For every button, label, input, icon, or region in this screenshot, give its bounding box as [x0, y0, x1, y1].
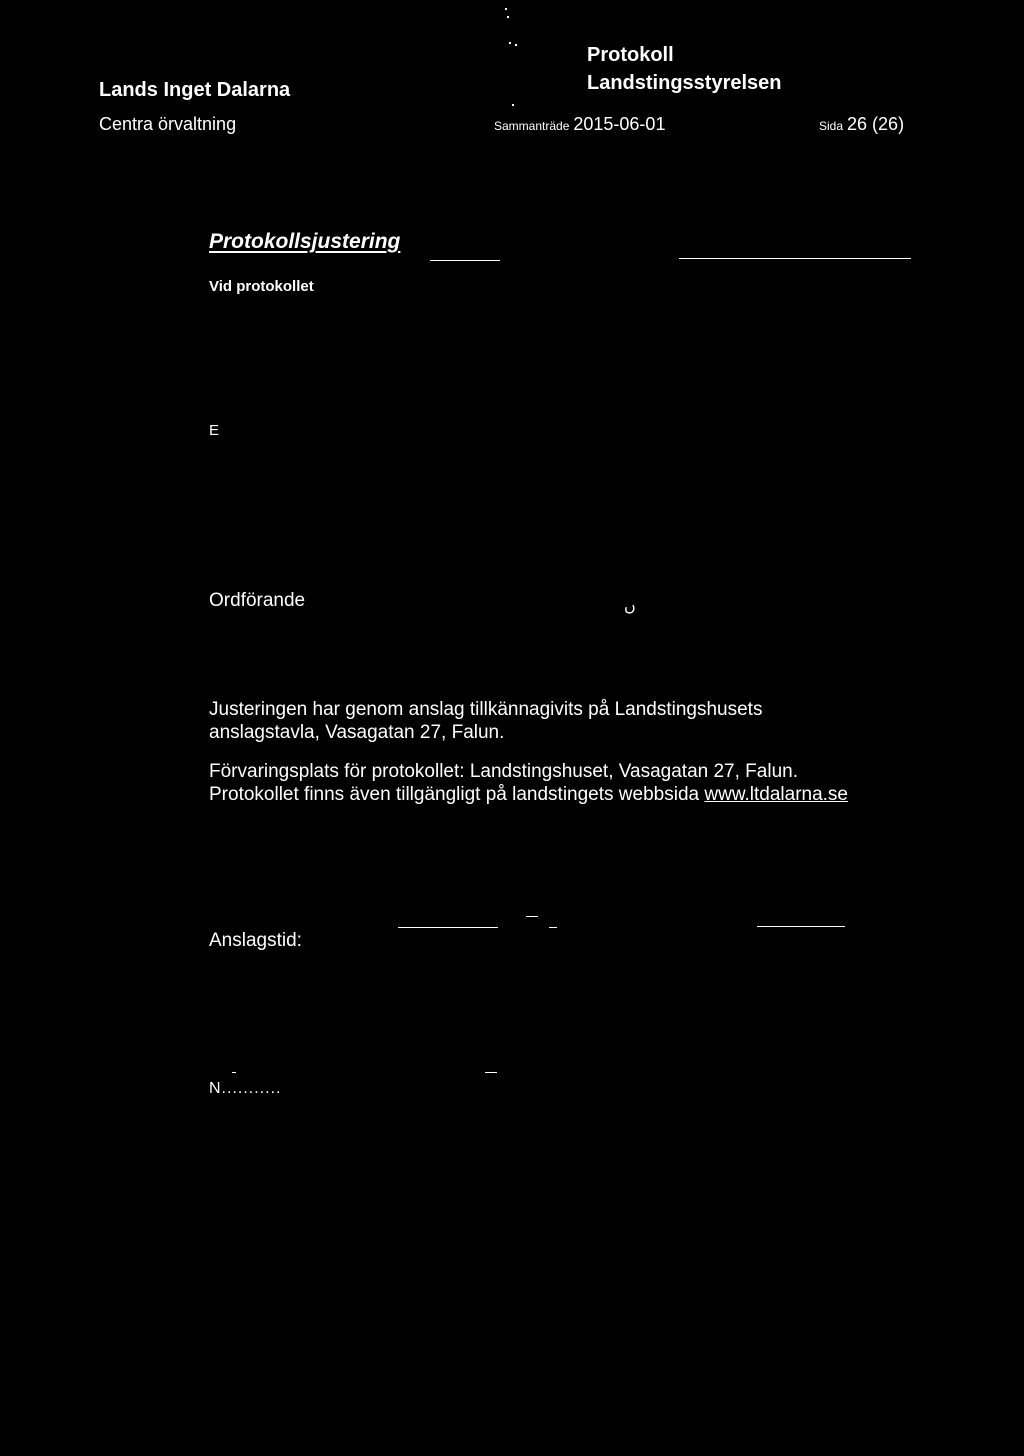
posting-line-1 — [398, 927, 498, 928]
website-link[interactable]: www.ltdalarna.se — [704, 784, 848, 805]
web-line-prefix: Protokollet finns även tillgängligt på landstingets webbsida — [209, 784, 705, 805]
meeting-info — [494, 114, 665, 135]
chair-label: Ordförande — [209, 590, 306, 611]
page-number — [819, 114, 904, 135]
notice-paragraph — [209, 698, 762, 744]
page-value: 26 (26) — [847, 114, 905, 134]
scan-speck — [507, 16, 509, 18]
posting-dash-1 — [526, 916, 538, 917]
title-underline-extension — [430, 260, 500, 261]
document-type: Protokoll — [587, 44, 674, 66]
chair-signature-mark: ں — [624, 598, 636, 615]
storage-line: Förvaringsplats för protokollet: Landstingshuset, Vasagatan 27, Falun. — [209, 761, 798, 782]
scan-speck — [512, 104, 514, 106]
page-label: Sida — [819, 119, 844, 133]
signature-fragment: N........... — [209, 1080, 282, 1097]
meeting-label: Sammanträde — [494, 119, 570, 133]
section-title: Protokollsjustering — [209, 230, 401, 253]
document-body: Landstingsstyrelsen — [587, 72, 782, 94]
web-line — [209, 783, 848, 806]
notice-line-2: anslagstavla, Vasagatan 27, Falun. — [209, 722, 505, 743]
signature-line-top — [679, 258, 911, 259]
scan-speck — [505, 8, 507, 10]
organization-name: Lands Inget Dalarna — [99, 79, 291, 101]
notice-line-1: Justeringen har genom anslag tillkännagivits på Landstingshusets — [209, 699, 763, 720]
meeting-date: 2015-06-01 — [573, 114, 666, 134]
scan-speck — [509, 42, 511, 44]
storage-paragraph — [209, 760, 848, 806]
bottom-dash — [485, 1072, 497, 1073]
vid-protokollet-label: Vid protokollet — [209, 278, 314, 295]
bottom-mark — [232, 1072, 236, 1073]
organization-unit: Centra örvaltning — [99, 114, 237, 134]
scan-speck — [515, 44, 517, 46]
posting-period-label: Anslagstid: — [209, 930, 302, 951]
posting-dash-2 — [549, 927, 557, 928]
posting-line-2 — [757, 926, 845, 927]
signature-mark: E — [209, 422, 220, 439]
